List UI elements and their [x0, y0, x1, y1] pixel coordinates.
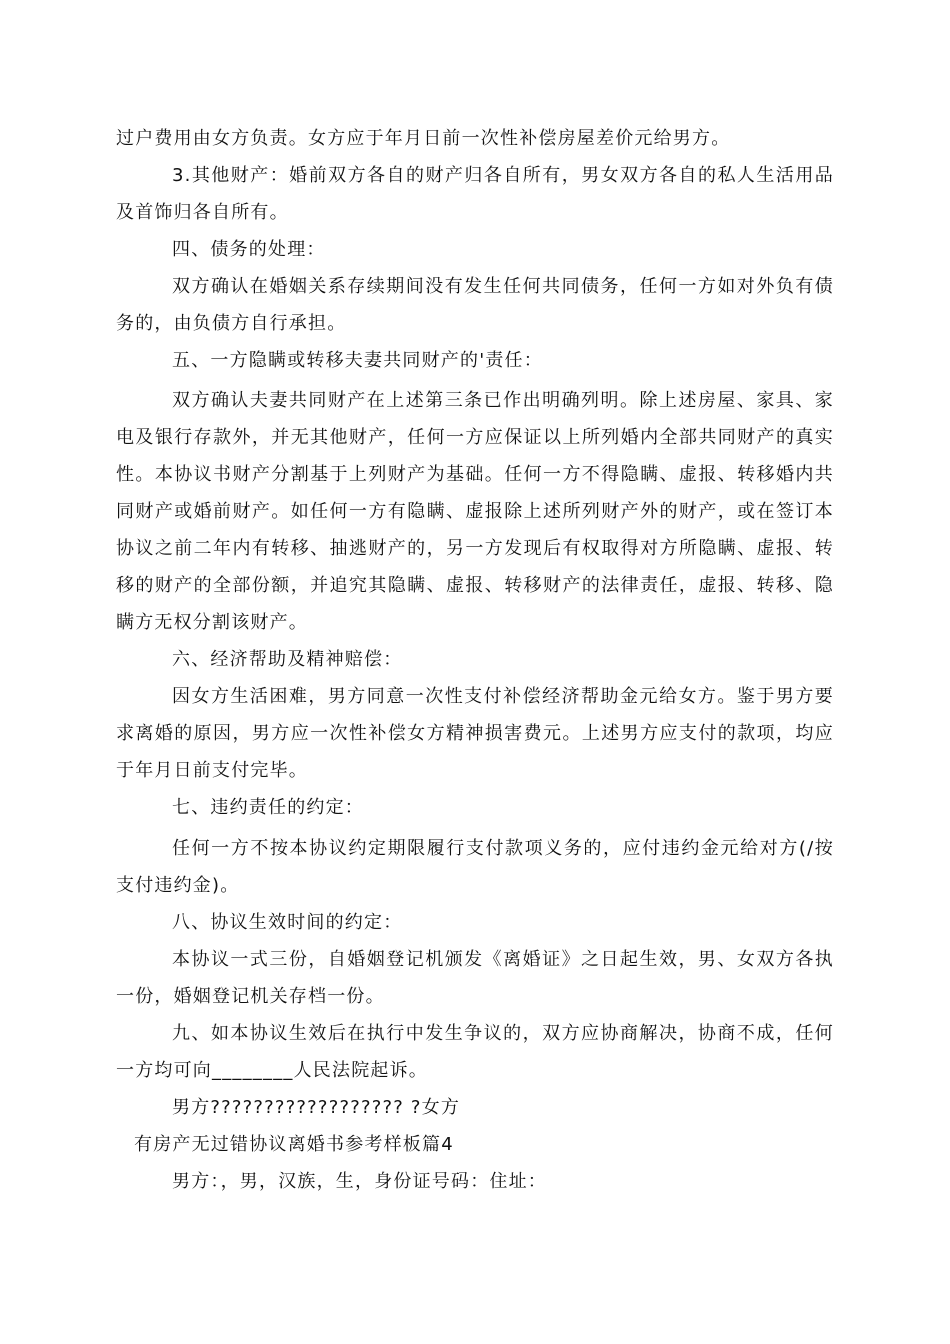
signature-line: 男方?????????????????? ?女方 [172, 1097, 461, 1118]
paragraph-line: 及首饰归各自所有。 [116, 202, 289, 223]
paragraph-line: 任何一方不按本协议约定期限履行支付款项义务的，应付违约金元给对方(/按 [172, 838, 834, 859]
paragraph-line: 求离婚的原因，男方应一次性补偿女方精神损害费元。上述男方应支付的款项，均应 [116, 723, 834, 744]
paragraph-line: 务的，由负债方自行承担。 [116, 313, 347, 334]
section-heading: 六、经济帮助及精神赔偿： [172, 649, 403, 670]
paragraph-line: 过户费用由女方负责。女方应于年月日前一次性补偿房屋差价元给男方。 [116, 128, 731, 149]
section-heading: 五、一方隐瞒或转移夫妻共同财产的'责任： [172, 350, 543, 371]
section-heading: 八、协议生效时间的约定： [172, 912, 403, 933]
paragraph-line: 支付违约金)。 [116, 875, 240, 896]
paragraph-line: 九、如本协议生效后在执行中发生争议的，双方应协商解决，协商不成，任何 [172, 1023, 834, 1044]
section-heading: 七、违约责任的约定： [172, 797, 364, 818]
section-title: 有房产无过错协议离婚书参考样板篇4 [134, 1134, 454, 1155]
paragraph-line: 性。本协议书财产分割基于上列财产为基础。任何一方不得隐瞒、虚报、转移婚内共 [116, 464, 834, 485]
paragraph-line: 协议之前二年内有转移、抽逃财产的，另一方发现后有权取得对方所隐瞒、虚报、转 [116, 538, 834, 559]
paragraph-line: 于年月日前支付完毕。 [116, 760, 308, 781]
paragraph-line: 3.其他财产：婚前双方各自的财产归各自所有，男女双方各自的私人生活用品 [172, 165, 834, 186]
paragraph-line: 双方确认夫妻共同财产在上述第三条已作出明确列明。除上述房屋、家具、家 [172, 390, 834, 411]
paragraph-line: 因女方生活困难，男方同意一次性支付补偿经济帮助金元给女方。鉴于男方要 [172, 686, 834, 707]
section-heading: 四、债务的处理： [172, 239, 326, 260]
paragraph-line: 一份，婚姻登记机关存档一份。 [116, 986, 385, 1007]
paragraph-line: 男方：，男，汉族，生，身份证号码：住址： [172, 1171, 547, 1192]
paragraph-line: 本协议一式三份，自婚姻登记机颁发《离婚证》之日起生效，男、女双方各执 [172, 949, 834, 970]
paragraph-line: 瞒方无权分割该财产。 [116, 612, 308, 633]
paragraph-line: 同财产或婚前财产。如任何一方有隐瞒、虚报除上述所列财产外的财产，或在签订本 [116, 501, 834, 522]
paragraph-line: 一方均可向________人民法院起诉。 [116, 1060, 428, 1081]
paragraph-line: 双方确认在婚姻关系存续期间没有发生任何共同债务，任何一方如对外负有债 [172, 276, 834, 297]
paragraph-line: 移的财产的全部份额，并追究其隐瞒、虚报、转移财产的法律责任，虚报、转移、隐 [116, 575, 834, 596]
paragraph-line: 电及银行存款外，并无其他财产，任何一方应保证以上所列婚内全部共同财产的真实 [116, 427, 834, 448]
